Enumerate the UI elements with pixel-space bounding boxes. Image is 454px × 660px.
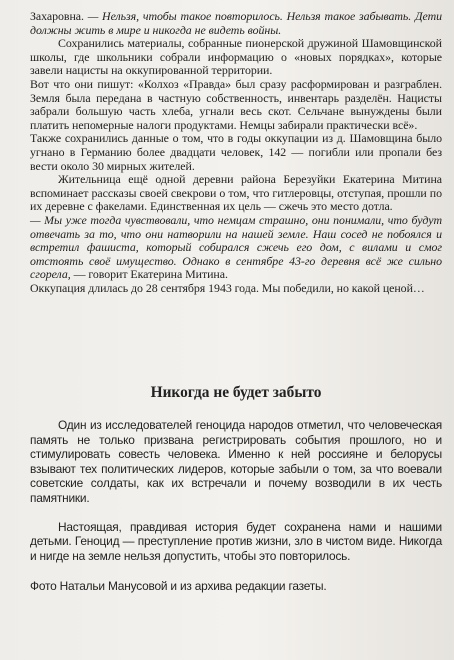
paragraph-data: Также сохранились данные о том, что в годы оккупации из д. Шамовщина было угнано в Германию более двадцати человек, 142 — погибли или пропали без вести около 30 мирных жителей. <box>30 131 442 173</box>
paragraph-quote-mitina <box>30 214 442 282</box>
paragraph-occupation: Оккупация длилась до 28 сентября 1943 года. Мы победили, но какой ценой… <box>30 280 425 295</box>
paragraph-kolkhoz: Вот что они пишут: «Колхоз «Правда» был сразу расформирован и разграблен. Земля была передана в частную собственность, инвентарь разделён. Нацисты забрали большую часть хлеба, угнали весь скот. Сельчане вынуждены были платить непомерные налоги продуктами. Немцы забирали практически всё». <box>30 76 442 132</box>
quote-mitina: — Мы уже тогда чувствовали, что немцам страшно, они понимали, что будут отвечать за то, что они натворили на нашей земле. Наш сосед не побоялся и встретил фашиста, который собирался сжечь его дом, с вилами и смог отстоять своё имущество. Однако в сентябре 43-го деревня всё же сильно сгорела, <box>30 212 442 282</box>
paragraph-zakharovna <box>30 10 442 37</box>
article-body <box>30 10 442 295</box>
quote-speaker: Захаровна. <box>30 9 88 23</box>
paragraph-mitina: Жительница ещё одной деревни района Березуйки Екатерина Митина вспоминает рассказы своей свекрови о том, что гитлеровцы, отступая, прошли по их деревне с факелами. Единственная их цель — сжечь это место дотла. <box>30 172 442 214</box>
quote-text: — Нельзя, чтобы такое повторилось. Нельзя такое забывать. Дети должны жить в мире и никогда не видеть войны. <box>30 9 443 37</box>
paragraph-materials: Сохранились материалы, собранные пионерской дружиной Шамовщинской школы, где школьники собрали информацию о «новых порядках», которые завели нацисты на оккупированной территории. <box>30 36 442 78</box>
quote-attribution: — говорит Екатерина Митина. <box>70 267 228 282</box>
photo-credit: Фото Натальи Манусовой и из архива редакции газеты. <box>30 579 327 594</box>
section-title: Никогда не будет забыто <box>150 384 322 401</box>
section-body <box>30 418 442 594</box>
paragraph-memory: Один из исследователей геноцида народов отметил, что человеческая память не только призвана регистрировать события прошлого, но и стимулировать совесть человека. Именно к ней россияне и белорусы взывают тех политических лидеров, которые забыли о том, за что воевали советские солдаты, как их встречали и почему возводили в их честь памятники. <box>30 418 442 505</box>
paragraph-history: Настоящая, правдивая история будет сохранена нами и нашими детьми. Геноцид — преступление против жизни, зло в чистом виде. Никогда и нигде на земле нельзя допустить, чтобы это повторилось. <box>30 519 442 563</box>
